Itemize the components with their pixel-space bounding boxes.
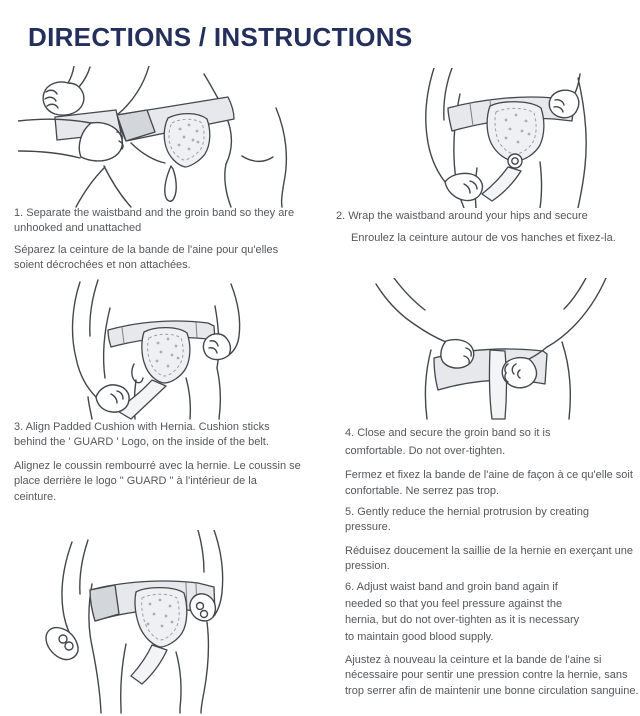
hernia-pad bbox=[487, 102, 544, 168]
body-detail bbox=[165, 166, 176, 201]
step-4-text bbox=[345, 425, 640, 507]
step-3-en: 3. Align Padded Cushion with Hernia. Cushion sticks behind the ' GUARD ' Logo, on the inside of the belt. bbox=[14, 421, 270, 449]
illustration-step-4-close-groin-band bbox=[348, 278, 640, 420]
step-4-en: 4. Close and secure the groin band so it is comfortable. Do not over-tighten. bbox=[345, 427, 551, 457]
step-1-text bbox=[14, 206, 316, 280]
right-hand bbox=[549, 90, 578, 118]
step-6-fr: Ajustez à nouveau la ceinture et la bande de l'aine si nécessaire pour sentir une pression contre la hernie, sans trop serrer afin de maintenir une bonne circulation sanguine. bbox=[345, 654, 639, 697]
step-4-fr: Fermez et fixez la bande de l'aine de façon à ce qu'elle soit confortable. Ne serrez pas trop. bbox=[345, 469, 633, 497]
step-1-fr: Séparez la ceinture de la bande de l'aine pour qu'elles soient décrochées et non attachées. bbox=[14, 243, 279, 272]
step-6-en: 6. Adjust waist band and groin band again if needed so that you feel pressure against the hernia, but do not over-tighten as it is necessary to maintain good blood supply. bbox=[345, 581, 580, 643]
step-2-text bbox=[336, 209, 638, 254]
right-hand bbox=[203, 334, 230, 360]
right-hand bbox=[190, 594, 215, 621]
step-2-en: 2. Wrap the waistband around your hips and secure bbox=[336, 210, 588, 222]
left-hand bbox=[441, 340, 474, 368]
groin-strap bbox=[131, 645, 167, 684]
strap-ring bbox=[508, 154, 522, 168]
hook-detail bbox=[132, 364, 143, 383]
page-title: DIRECTIONS / INSTRUCTIONS bbox=[28, 22, 413, 52]
upper-hand bbox=[43, 66, 90, 115]
groin-strap bbox=[482, 167, 521, 201]
step-5-fr: Réduisez doucement la saillie de la hernie en exerçant une pression. bbox=[345, 544, 634, 573]
step-6-text bbox=[345, 579, 640, 707]
hernia-pad bbox=[164, 114, 210, 167]
groin-strap bbox=[489, 350, 506, 419]
step-5-en: 5. Gently reduce the hernial protrusion by creating pressure. bbox=[345, 506, 589, 534]
step-5-text bbox=[345, 505, 640, 583]
illustration-step-3-align-cushion bbox=[18, 278, 313, 420]
step-1-en: 1. Separate the waistband and the groin band so they are unhooked and unattached bbox=[14, 207, 295, 235]
illustration-step-5-final-adjustment bbox=[18, 530, 310, 714]
hernia-pad bbox=[142, 328, 190, 383]
hernia-pad bbox=[135, 588, 187, 647]
step-3-fr: Alignez le coussin rembourré avec la hernie. Le coussin se place derrière le logo " GUARD " à l'intérieur de la ceinture. bbox=[14, 459, 301, 503]
left-hand bbox=[96, 385, 129, 412]
step-3-text bbox=[14, 420, 316, 513]
illustration-step-1-separate-bands bbox=[18, 66, 310, 208]
step-2-fr: Enroulez la ceinture autour de vos hanches et fixez-la. bbox=[351, 232, 616, 245]
illustration-step-2-wrap-waistband bbox=[382, 68, 632, 208]
left-hand bbox=[445, 173, 482, 200]
left-hand bbox=[46, 628, 78, 660]
